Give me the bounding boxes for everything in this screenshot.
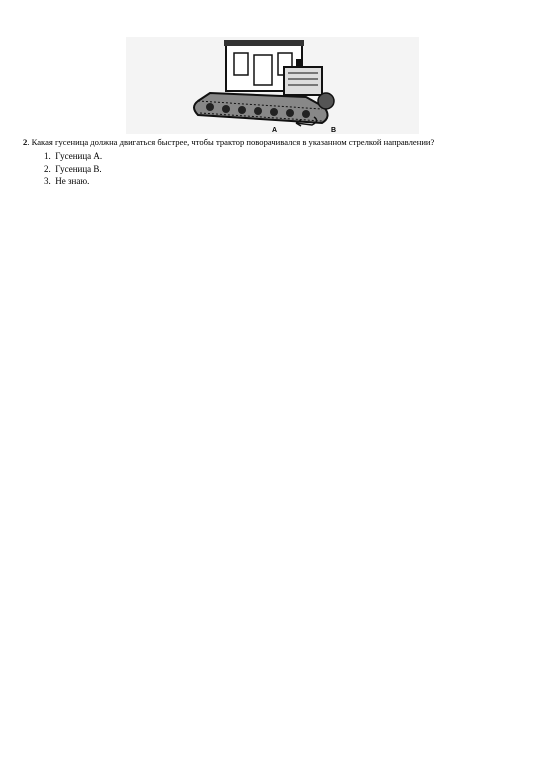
tractor-icon xyxy=(126,37,419,134)
option-text: Гусеница В. xyxy=(55,163,102,174)
option-number: 2. xyxy=(44,163,51,174)
label-a: A xyxy=(272,127,278,134)
question-number: 2 xyxy=(23,137,28,147)
label-b: B xyxy=(331,127,337,134)
question-text xyxy=(23,137,538,148)
option-text: Не знаю. xyxy=(55,176,90,186)
option-number: 3. xyxy=(44,176,51,186)
question-body: . Какая гусеница должна двигаться быстрее, чтобы трактор поворачивался в указанном стрелкой направлении? xyxy=(27,137,435,147)
option-number: 1. xyxy=(44,151,51,161)
option-item xyxy=(44,163,102,176)
tractor-figure xyxy=(126,37,419,134)
option-item xyxy=(44,150,102,163)
option-item xyxy=(44,175,102,188)
option-text: Гусеница А. xyxy=(55,151,103,161)
answer-options xyxy=(44,150,102,188)
